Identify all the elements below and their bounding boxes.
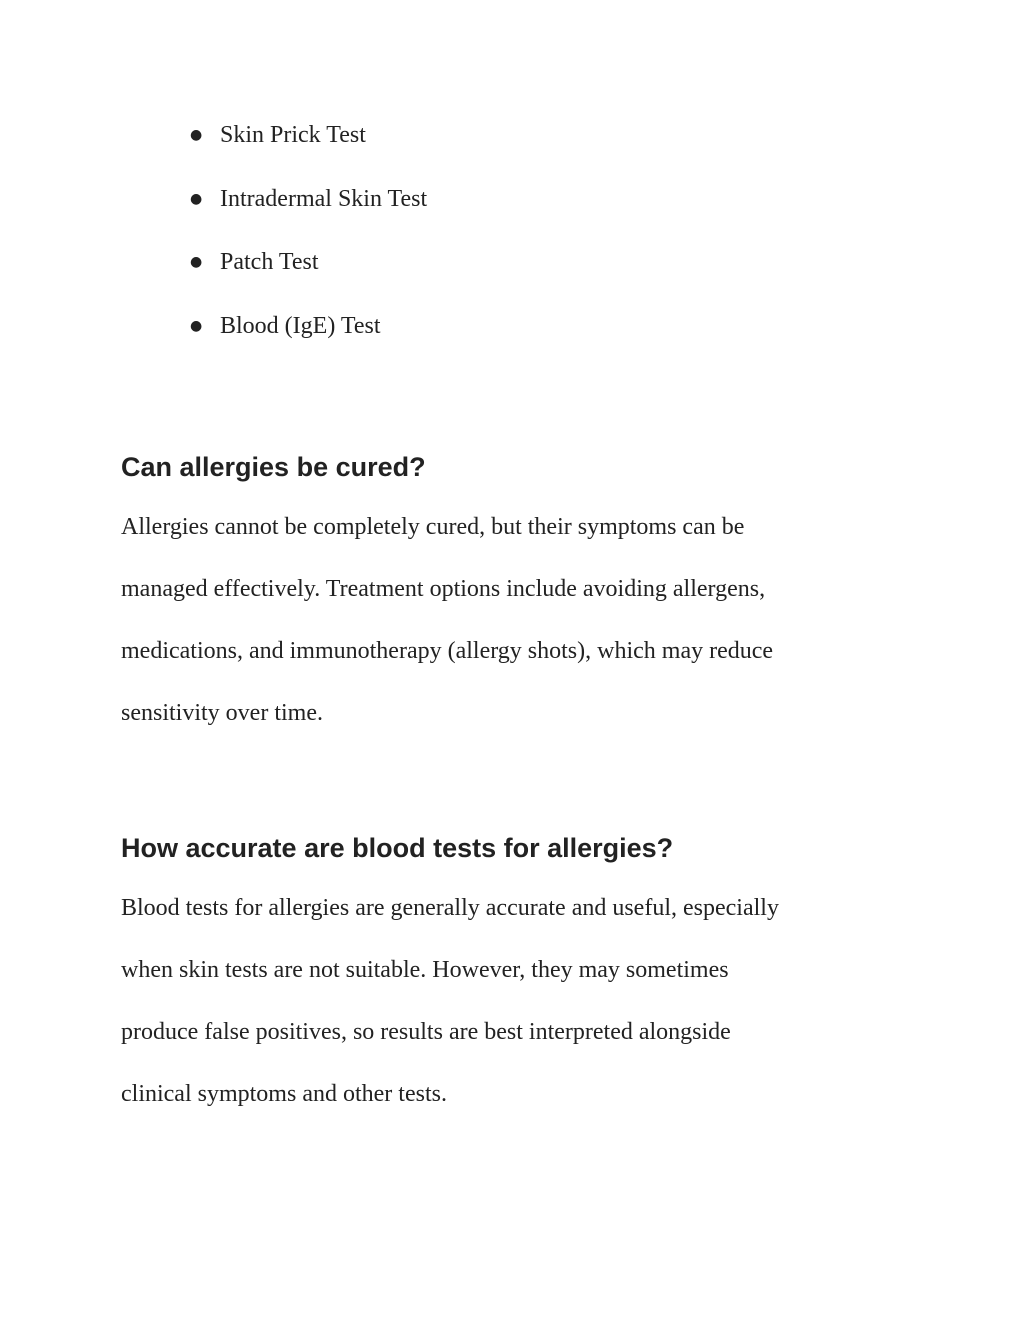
paragraph-line: managed effectively. Treatment options include avoiding allergens,	[121, 576, 766, 602]
section-heading: Can allergies be cured?	[121, 452, 426, 482]
list-item-text: Blood (IgE) Test	[220, 312, 381, 339]
section-paragraph	[121, 877, 901, 1125]
paragraph-line: when skin tests are not suitable. However, they may sometimes	[121, 957, 729, 983]
bullet-icon: ●	[190, 190, 203, 207]
list-item-text: Skin Prick Test	[220, 122, 366, 148]
list-item	[190, 307, 427, 371]
paragraph-line: clinical symptoms and other tests.	[121, 1081, 447, 1107]
list-item	[190, 116, 427, 180]
paragraph-line: sensitivity over time.	[121, 700, 323, 726]
paragraph-line: Allergies cannot be completely cured, but their symptoms can be	[121, 514, 745, 540]
section-allergies-cured	[121, 450, 901, 744]
list-item-text: Intradermal Skin Test	[220, 185, 428, 212]
section-blood-test-accuracy	[121, 831, 901, 1125]
list-item-text: Patch Test	[220, 249, 319, 275]
allergy-test-list	[190, 116, 427, 370]
bullet-icon: ●	[190, 317, 203, 334]
bullet-icon: ●	[190, 127, 203, 143]
paragraph-line: produce false positives, so results are best interpreted alongside	[121, 1019, 731, 1045]
list-item	[190, 180, 427, 244]
paragraph-line: Blood tests for allergies are generally accurate and useful, especially	[121, 895, 779, 921]
section-heading: How accurate are blood tests for allergies?	[121, 833, 674, 863]
paragraph-line: medications, and immunotherapy (allergy shots), which may reduce	[121, 638, 774, 664]
section-paragraph	[121, 496, 901, 744]
bullet-icon: ●	[190, 254, 203, 270]
list-item	[190, 243, 427, 307]
